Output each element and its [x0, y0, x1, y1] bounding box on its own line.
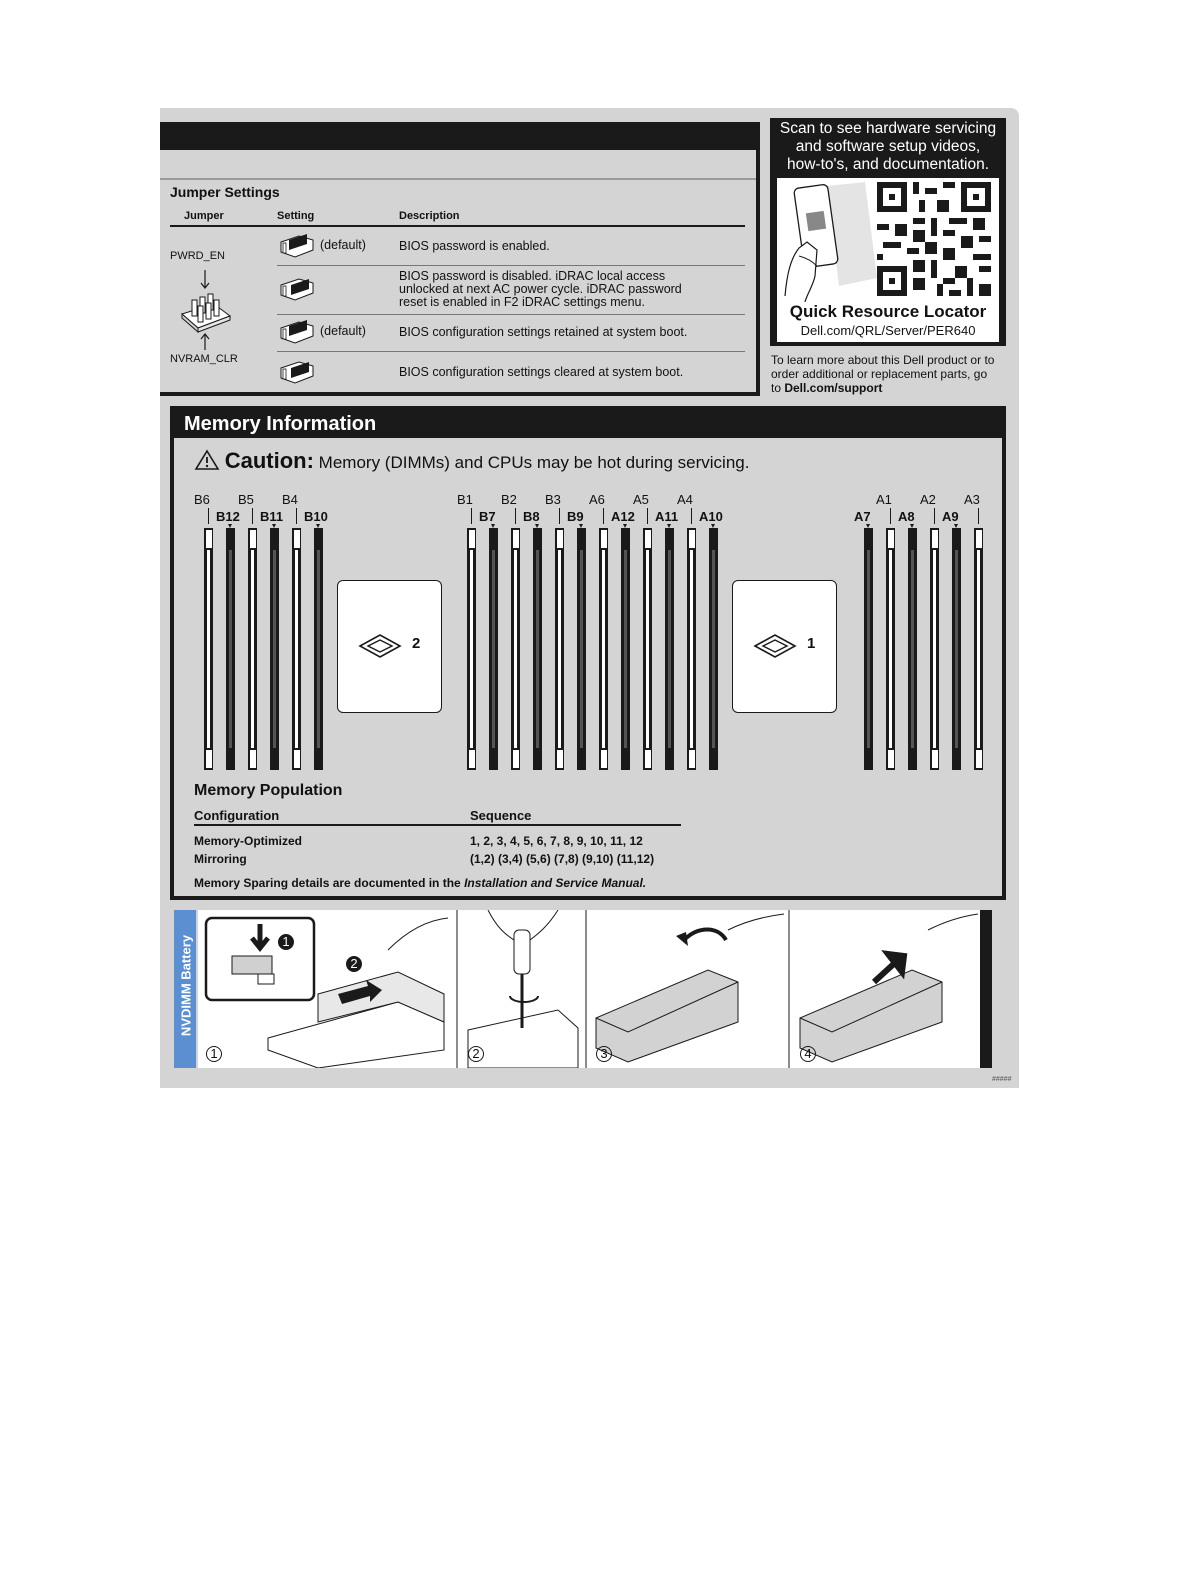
- dimm-slot: [226, 528, 235, 770]
- dimm-slot: [467, 528, 476, 770]
- slot-leader-line: [515, 508, 516, 524]
- step-3-number: 3: [596, 1046, 612, 1062]
- row2-description-line2: unlocked at next AC power cycle. iDRAC password: [399, 282, 682, 296]
- row-divider: [277, 351, 745, 352]
- jumper-on-pins-2-3-icon: [277, 356, 317, 386]
- sequence-header: Sequence: [470, 808, 532, 823]
- slot-leader-arrow: [623, 524, 627, 528]
- dimm-slot-label: B1: [457, 492, 473, 507]
- qr-panel: [770, 118, 1006, 346]
- dimm-slot-label: A3: [964, 492, 980, 507]
- warning-triangle-icon: [194, 449, 220, 471]
- dimm-slot: [621, 528, 630, 770]
- dimm-slot: [577, 528, 586, 770]
- row-divider: [277, 265, 745, 266]
- slot-leader-line: [208, 508, 209, 524]
- dimm-slot-label: A9: [942, 509, 959, 524]
- dimm-slot: [709, 528, 718, 770]
- slot-leader-line: [647, 508, 648, 524]
- step-2-number: 2: [468, 1046, 484, 1062]
- callout-2: 2: [346, 956, 362, 972]
- installation-manual-reference: Installation and Service Manual.: [464, 876, 647, 890]
- quick-resource-locator-title: Quick Resource Locator: [789, 302, 987, 321]
- memory-information-title: Memory Information: [174, 410, 1002, 438]
- jumper-settings-title: Jumper Settings: [170, 184, 280, 200]
- dimm-slot-label: B2: [501, 492, 517, 507]
- description-column-header: Description: [399, 210, 460, 222]
- sparing-note-text: Memory Sparing details are documented in the: [194, 876, 465, 890]
- qrl-url: Dell.com/QRL/Server/PER640: [800, 323, 976, 338]
- dimm-slot-label: B3: [545, 492, 561, 507]
- dimm-slot-label: A11: [655, 509, 679, 524]
- jumper-on-pins-1-2-icon: [277, 230, 317, 260]
- dimm-slot: [864, 528, 873, 770]
- slot-leader-arrow: [535, 524, 539, 528]
- dimm-slot-label: A6: [589, 492, 605, 507]
- part-number-placeholder: #####: [992, 1076, 1012, 1083]
- nvdimm-battery-strip: [160, 908, 1004, 1070]
- dimm-slot-label: B5: [238, 492, 254, 507]
- slot-leader-line: [603, 508, 604, 524]
- learn-more-prefix: to: [771, 381, 785, 395]
- dimm-slot-label: A5: [633, 492, 649, 507]
- jumper-header-rule: [170, 225, 745, 227]
- dimm-slot-label: B11: [260, 509, 284, 524]
- sequence-mirroring: (1,2) (3,4) (5,6) (7,8) (9,10) (11,12): [470, 852, 655, 866]
- nvdimm-battery-label: NVDIMM Battery: [178, 934, 194, 1037]
- dimm-slot: [643, 528, 652, 770]
- slot-leader-arrow: [910, 524, 914, 528]
- setting-column-header: Setting: [277, 210, 315, 222]
- dimm-slot: [886, 528, 895, 770]
- jumper-on-pins-1-2-icon: [277, 316, 317, 346]
- memory-sparing-note: [194, 876, 646, 890]
- jumper-name-pwrd-en: PWRD_EN: [170, 250, 226, 262]
- memory-information-panel: [170, 406, 1006, 900]
- dimm-slot-label: A4: [677, 492, 693, 507]
- sequence-memory-optimized: 1, 2, 3, 4, 5, 6, 7, 8, 9, 10, 11, 12: [470, 834, 643, 848]
- dimm-slot-label: B6: [194, 492, 210, 507]
- dimm-slot: [314, 528, 323, 770]
- step-4-number: 4: [800, 1046, 816, 1062]
- caution-statement: [194, 448, 749, 474]
- dimm-slot: [511, 528, 520, 770]
- dimm-slot: [974, 528, 983, 770]
- row1-setting-default: (default): [320, 238, 366, 252]
- dimm-slot: [270, 528, 279, 770]
- dell-support-link[interactable]: Dell.com/support: [784, 381, 883, 395]
- configuration-header: Configuration: [194, 808, 280, 823]
- dimm-slot-label: B12: [216, 509, 240, 524]
- jumper-block-icon: [176, 266, 236, 352]
- dimm-slot: [533, 528, 542, 770]
- row3-description: BIOS configuration settings retained at system boot.: [399, 325, 688, 339]
- jumper-name-nvram-clr: NVRAM_CLR: [170, 353, 238, 365]
- dimm-slot: [665, 528, 674, 770]
- config-mirroring: Mirroring: [194, 852, 247, 866]
- learn-more-text: [771, 353, 1011, 395]
- slot-leader-arrow: [316, 524, 320, 528]
- row-divider: [277, 314, 745, 315]
- battery-steps-illustration: [198, 910, 992, 1068]
- slot-leader-line: [252, 508, 253, 524]
- row2-description-line1: BIOS password is disabled. iDRAC local access: [399, 269, 666, 283]
- qr-heading-line: and software setup videos,: [795, 138, 981, 155]
- slot-leader-arrow: [491, 524, 495, 528]
- slot-leader-arrow: [667, 524, 671, 528]
- qr-code-icon: [877, 182, 991, 296]
- dimm-slot: [599, 528, 608, 770]
- dimm-slot-label: A8: [898, 509, 915, 524]
- slot-leader-line: [934, 508, 935, 524]
- dimm-slot-label: A12: [611, 509, 635, 524]
- dimm-slot: [555, 528, 564, 770]
- row4-description: BIOS configuration settings cleared at system boot.: [399, 365, 684, 379]
- slot-leader-arrow: [866, 524, 870, 528]
- qr-card: [777, 178, 999, 342]
- slot-leader-arrow: [228, 524, 232, 528]
- qr-heading-line: Scan to see hardware servicing: [779, 120, 997, 137]
- config-memory-optimized: Memory-Optimized: [194, 834, 303, 848]
- jumper-panel-frame: [160, 122, 760, 396]
- jumper-column-header: Jumper: [184, 210, 224, 222]
- qr-heading: [770, 120, 1006, 174]
- step-1-number: 1: [206, 1046, 222, 1062]
- nvdimm-battery-side-tab: [174, 910, 196, 1068]
- slot-leader-line: [559, 508, 560, 524]
- dimm-slot-label: A1: [876, 492, 892, 507]
- dimm-slot-label: A2: [920, 492, 936, 507]
- slot-leader-arrow: [579, 524, 583, 528]
- dimm-slot: [292, 528, 301, 770]
- row3-setting-default: (default): [320, 324, 366, 338]
- dimm-slot: [687, 528, 696, 770]
- cpu2-socket: [337, 580, 442, 713]
- dimm-slot: [930, 528, 939, 770]
- dimm-slot-label: B10: [304, 509, 328, 524]
- slot-leader-arrow: [272, 524, 276, 528]
- learn-more-line: order additional or replacement parts, go: [771, 367, 988, 381]
- dimm-slot-label: B7: [479, 509, 496, 524]
- slot-leader-line: [296, 508, 297, 524]
- jumper-on-pins-2-3-icon: [277, 273, 317, 303]
- cpu1-socket: [732, 580, 837, 713]
- cpu2-label: 2: [412, 635, 421, 652]
- row1-description: BIOS password is enabled.: [399, 239, 550, 253]
- slot-leader-line: [691, 508, 692, 524]
- dimm-slot-label: A10: [699, 509, 723, 524]
- slot-leader-arrow: [954, 524, 958, 528]
- dimm-slot-label: B8: [523, 509, 540, 524]
- dimm-slot: [908, 528, 917, 770]
- dimm-slot-label: B4: [282, 492, 298, 507]
- slot-leader-line: [471, 508, 472, 524]
- row2-description-line3: reset is enabled in F2 iDRAC settings menu.: [399, 295, 645, 309]
- dimm-slot-label: B9: [567, 509, 584, 524]
- callout-1: 1: [278, 934, 294, 950]
- learn-more-line: To learn more about this Dell product or to: [771, 353, 995, 367]
- cpu1-label: 1: [807, 635, 816, 652]
- dimm-slot: [952, 528, 961, 770]
- memory-population-title: Memory Population: [194, 782, 343, 799]
- dimm-slot: [489, 528, 498, 770]
- battery-removal-steps-drawing: [198, 910, 992, 1068]
- dimm-slot: [248, 528, 257, 770]
- dimm-slot-label: A7: [854, 509, 871, 524]
- caution-text: Memory (DIMMs) and CPUs may be hot during servicing.: [318, 453, 750, 472]
- slot-leader-line: [890, 508, 891, 524]
- slot-leader-line: [978, 508, 979, 524]
- qr-heading-line: how-to's, and documentation.: [787, 156, 989, 173]
- caution-label: Caution:: [224, 448, 314, 473]
- dimm-slot: [204, 528, 213, 770]
- service-label: [160, 108, 1019, 1088]
- slot-leader-arrow: [711, 524, 715, 528]
- population-header-rule: [194, 824, 681, 826]
